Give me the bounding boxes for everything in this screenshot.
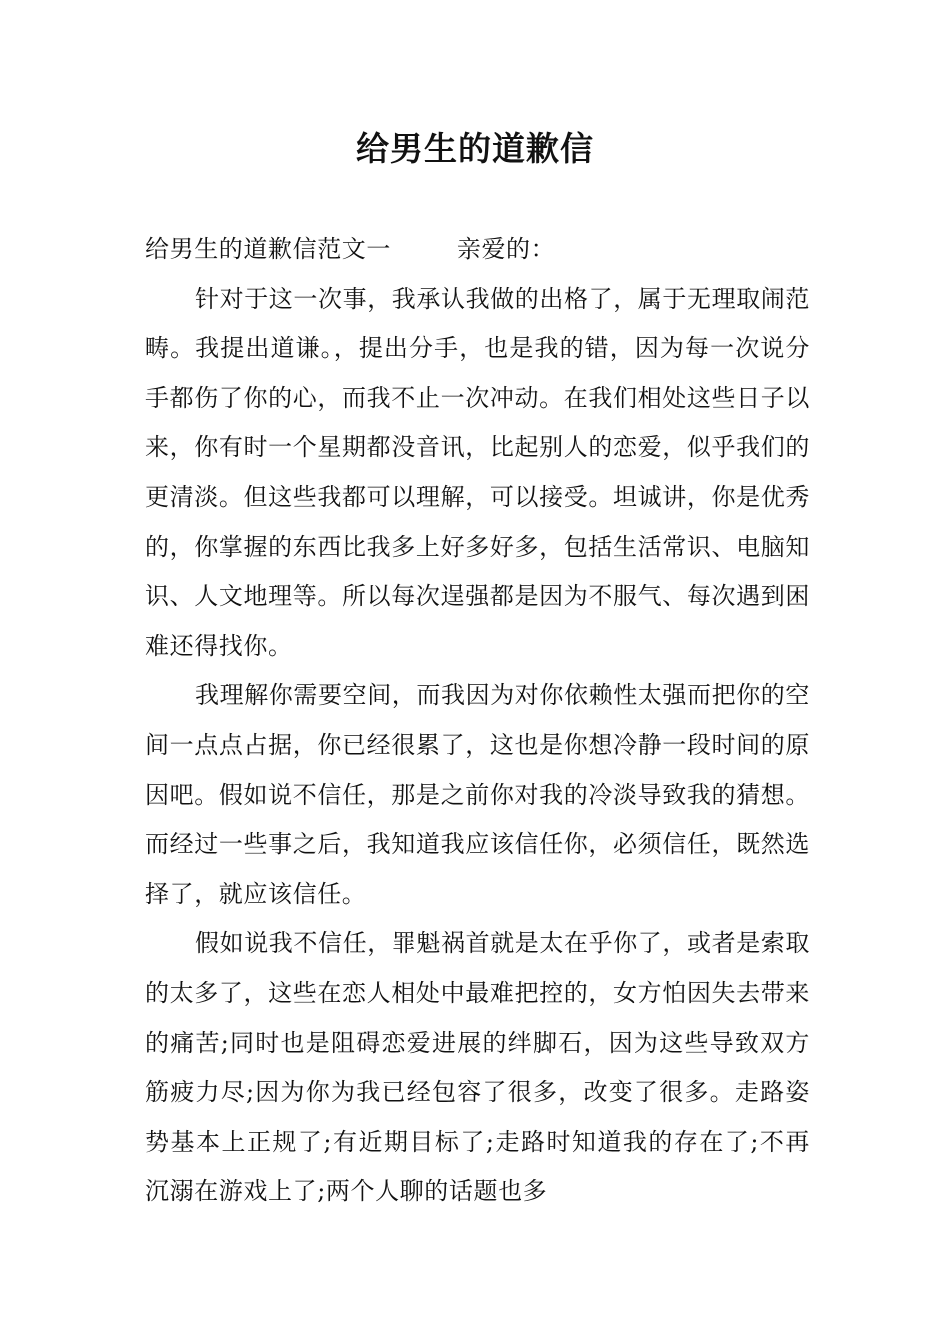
paragraph-2: 我理解你需要空间，而我因为对你依赖性太强而把你的空间一点点占据，你已经很累了，这也是你想冷静一段时间的原因吧。假如说不信任，那是之前你对我的冷淡导致我的猜想。而经过一些事之后，我知道我应该信任你，必须信任，既然选择了，就应该信任。 bbox=[145, 681, 810, 908]
intro-line bbox=[145, 225, 810, 275]
document-body bbox=[145, 225, 810, 1217]
paragraph-1: 针对于这一次事，我承认我做的出格了，属于无理取闹范畴。我提出道谦。，提出分手，也是我的错，因为每一次说分手都伤了你的心，而我不止一次冲动。在我们相处这些日子以来，你有时一个星期都没音讯，比起别人的恋爱，似乎我们的更清淡。但这些我都可以理解，可以接受。坦诚讲，你是优秀的，你掌握的东西比我多上好多好多，包括生活常识、电脑知识、人文地理等。所以每次逞强都是因为不服气、每次遇到困难还得找你。 bbox=[145, 284, 810, 660]
intro-label: 给男生的道歉信范文一 bbox=[145, 235, 391, 263]
document-title: 给男生的道歉信 bbox=[356, 129, 594, 168]
paragraph-3: 假如说我不信任，罪魁祸首就是太在乎你了，或者是索取的太多了，这些在恋人相处中最难把控的，女方怕因失去带来的痛苦;同时也是阻碍恋爱进展的绊脚石，因为这些导致双方筋疲力尽;因为你为我已经包容了很多，改变了很多。走路姿势基本上正规了;有近期目标了;走路时知道我的存在了;不再沉溺在游戏上了;两个人聊的话题也多 bbox=[145, 929, 810, 1206]
salutation: 亲爱的： bbox=[456, 235, 556, 263]
